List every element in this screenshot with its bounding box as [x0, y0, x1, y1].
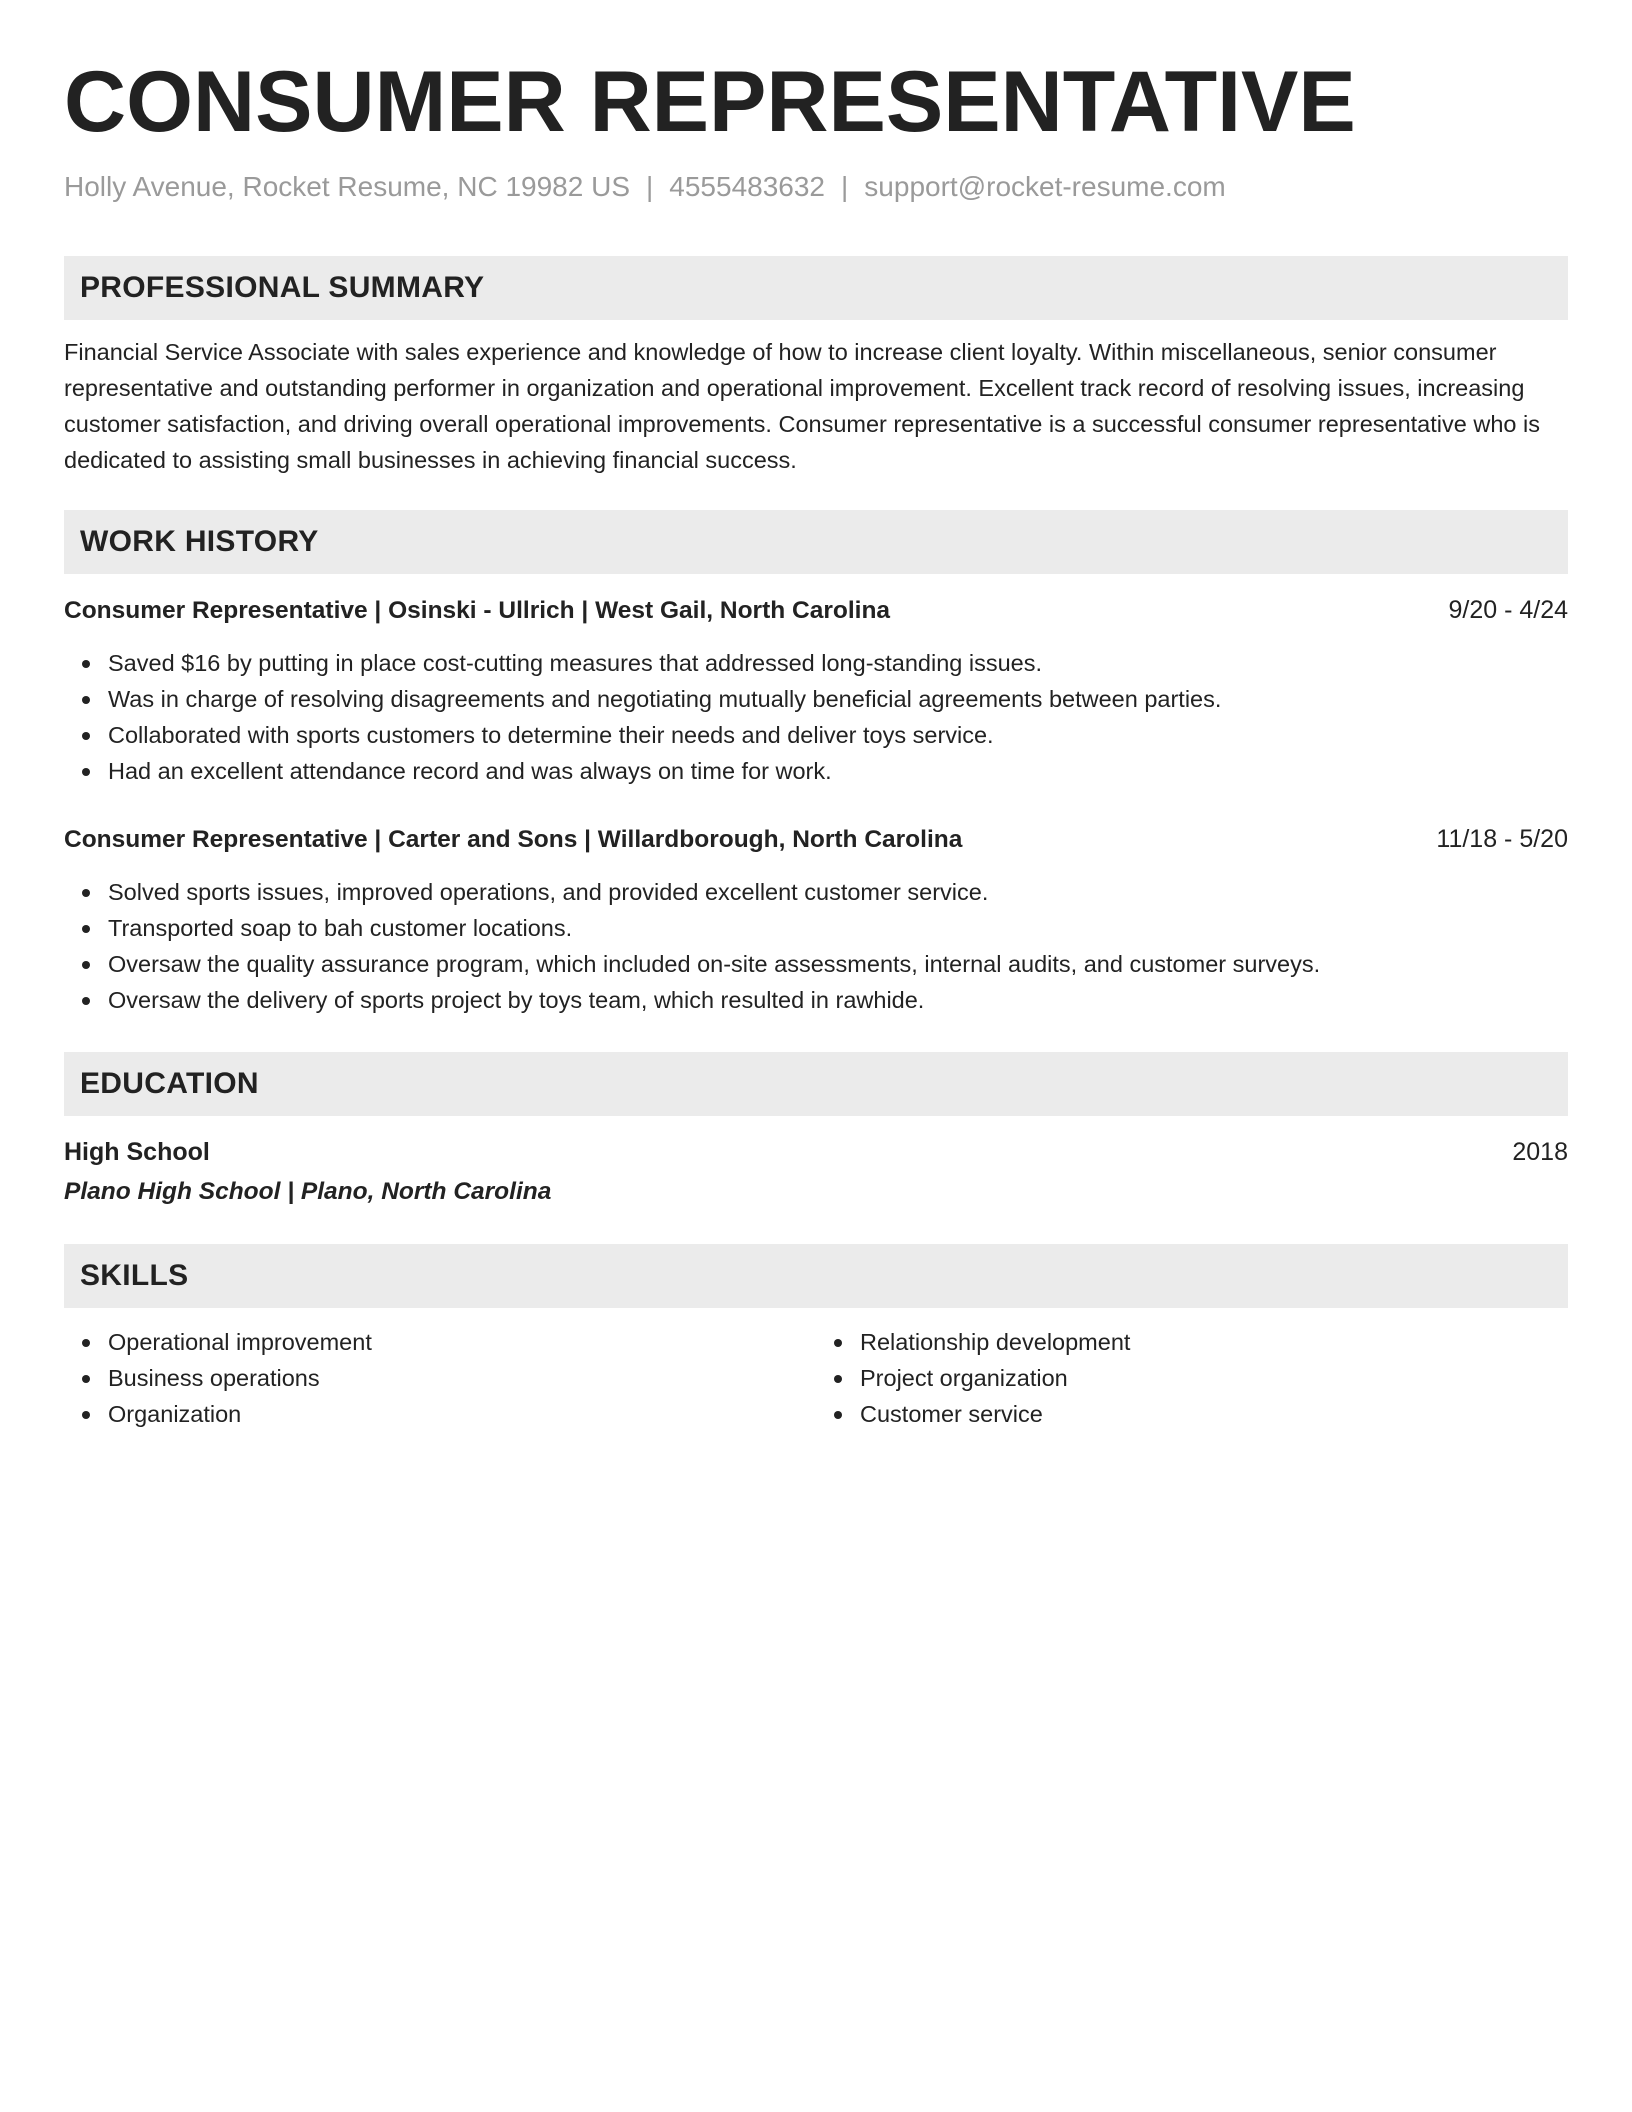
contact-email: support@rocket-resume.com: [864, 171, 1226, 202]
skill-item: Organization: [108, 1396, 816, 1432]
contact-address: Holly Avenue, Rocket Resume, NC 19982 US: [64, 171, 630, 202]
job-header: [64, 821, 1568, 858]
skills-column-left: [64, 1324, 816, 1432]
job-title: Consumer Representative | Osinski - Ullrich | West Gail, North Carolina: [64, 597, 891, 624]
skill-item: Project organization: [860, 1360, 1568, 1396]
education-header: [64, 1134, 1568, 1170]
job-bullet: Oversaw the quality assurance program, which included on-site assessments, internal audits, and customer surveys.: [108, 946, 1568, 982]
work-history-heading: WORK HISTORY: [64, 510, 1568, 574]
job-bullets: [64, 645, 1568, 789]
job-dates: 11/18 - 5/20: [1436, 825, 1568, 853]
contact-line: [64, 170, 1568, 204]
education-entry: [64, 1134, 1568, 1210]
summary-section: [64, 256, 1568, 478]
skill-item: Relationship development: [860, 1324, 1568, 1360]
job-bullet: Was in charge of resolving disagreements and negotiating mutually beneficial agreements between parties.: [108, 681, 1568, 717]
education-degree: High School: [64, 1138, 210, 1166]
skill-item: Customer service: [860, 1396, 1568, 1432]
skills-grid: [64, 1324, 1568, 1432]
skill-item: Operational improvement: [108, 1324, 816, 1360]
resume-name: CONSUMER REPRESENTATIVE: [64, 54, 1356, 150]
education-section: [64, 1052, 1568, 1210]
job-bullet: Oversaw the delivery of sports project by toys team, which resulted in rawhide.: [108, 982, 1568, 1018]
job-bullet: Had an excellent attendance record and was always on time for work.: [108, 753, 1568, 789]
job-bullet: Collaborated with sports customers to determine their needs and deliver toys service.: [108, 717, 1568, 753]
education-school: Plano High School | Plano, North Carolina: [64, 1178, 552, 1205]
skills-column-right: [816, 1324, 1568, 1432]
job-header: [64, 592, 1568, 629]
skill-item: Business operations: [108, 1360, 816, 1396]
contact-phone: 4555483632: [669, 171, 826, 202]
job-bullets: [64, 874, 1568, 1018]
skills-section: [64, 1244, 1568, 1432]
job-bullet: Solved sports issues, improved operations, and provided excellent customer service.: [108, 874, 1568, 910]
contact-separator: |: [841, 171, 849, 202]
job-entry: [64, 821, 1568, 1018]
summary-heading: PROFESSIONAL SUMMARY: [64, 256, 1568, 320]
skills-heading: SKILLS: [64, 1244, 1568, 1308]
job-title: Consumer Representative | Carter and Sons | Willardborough, North Carolina: [64, 826, 963, 853]
contact-separator: |: [646, 171, 654, 202]
summary-text: Financial Service Associate with sales experience and knowledge of how to increase client loyalty. Within miscellaneous, senior consumer representative and outstanding performer in organization and operational improvement. Excellent track record of resolving issues, increasing customer satisfaction, and driving overall operational improvements. Consumer representative is a successful consumer representative who is dedicated to assisting small businesses in achieving financial success.: [64, 339, 1540, 473]
education-heading: EDUCATION: [64, 1052, 1568, 1116]
work-history-section: [64, 510, 1568, 1018]
job-dates: 9/20 - 4/24: [1448, 596, 1568, 624]
job-entry: [64, 592, 1568, 789]
job-bullet: Transported soap to bah customer locations.: [108, 910, 1568, 946]
education-year: 2018: [1512, 1138, 1568, 1166]
job-bullet: Saved $16 by putting in place cost-cutting measures that addressed long-standing issues.: [108, 645, 1568, 681]
